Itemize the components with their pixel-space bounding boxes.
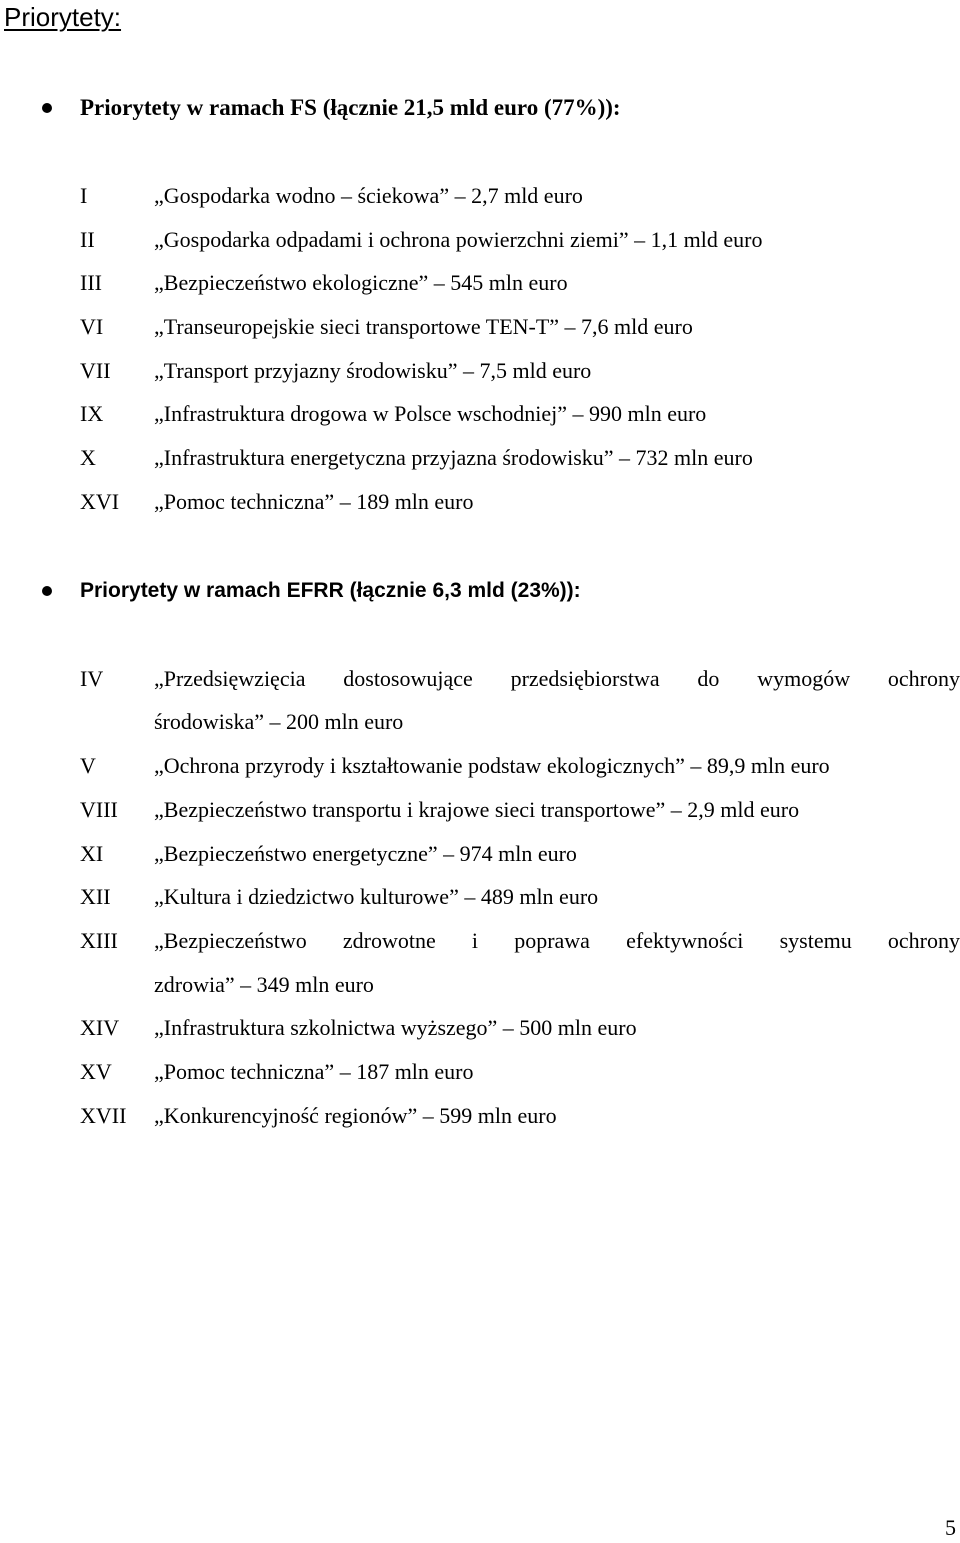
- bullet-icon: [42, 103, 52, 113]
- priority-text: „Konkurencyjność regionów” – 599 mln euro: [154, 1103, 557, 1128]
- priority-text: „Infrastruktura szkolnictwa wyższego” – 500 mln euro: [154, 1015, 637, 1040]
- priority-text: „Pomoc techniczna” – 189 mln euro: [154, 489, 474, 514]
- list-item: [80, 442, 960, 474]
- priority-text: „Ochrona przyrody i kształtowanie podstaw ekologicznych” – 89,9 mln euro: [154, 753, 830, 778]
- priority-text: „Przedsięwzięcia dostosowujące przedsiębiorstwa do wymogów ochrony: [154, 666, 960, 691]
- priority-number: XI: [80, 841, 104, 866]
- page-number: 5: [945, 1515, 956, 1540]
- section-heading-efrr: Priorytety w ramach EFRR (łącznie 6,3 mld (23%)):: [80, 579, 581, 602]
- bullet-icon: [42, 586, 52, 596]
- priority-number: X: [80, 445, 96, 470]
- list-item: [80, 311, 960, 343]
- priority-number: VIII: [80, 797, 118, 822]
- priority-number: XIII: [80, 928, 118, 953]
- list-item: [80, 794, 960, 826]
- list-item: [80, 224, 960, 256]
- priority-text: „Transeuropejskie sieci transportowe TEN-T” – 7,6 mld euro: [154, 314, 693, 339]
- priority-text: „Bezpieczeństwo ekologiczne” – 545 mln euro: [154, 270, 568, 295]
- list-item: [80, 881, 960, 913]
- priority-number: III: [80, 270, 102, 295]
- priority-text: „Bezpieczeństwo energetyczne” – 974 mln euro: [154, 841, 577, 866]
- list-item: [80, 750, 960, 782]
- priority-number: II: [80, 227, 95, 252]
- list-item: [80, 267, 960, 299]
- priority-text: „Bezpieczeństwo transportu i krajowe sieci transportowe” – 2,9 mld euro: [154, 797, 800, 822]
- list-item: [80, 486, 960, 518]
- priority-number: VII: [80, 358, 111, 383]
- priority-text: „Kultura i dziedzictwo kulturowe” – 489 mln euro: [154, 884, 599, 909]
- priority-number: IV: [80, 666, 104, 691]
- list-item: [80, 1056, 960, 1088]
- priority-number: IX: [80, 401, 104, 426]
- priority-text: „Transport przyjazny środowisku” – 7,5 mld euro: [154, 358, 592, 383]
- priority-text-continuation: zdrowia” – 349 mln euro: [154, 972, 374, 997]
- priority-number: VI: [80, 314, 104, 339]
- priority-number: XII: [80, 884, 111, 909]
- priority-text: „Gospodarka wodno – ściekowa” – 2,7 mld euro: [154, 183, 583, 208]
- priority-text: „Pomoc techniczna” – 187 mln euro: [154, 1059, 474, 1084]
- priority-text-continuation: środowiska” – 200 mln euro: [154, 709, 404, 734]
- priority-text: „Bezpieczeństwo zdrowotne i poprawa efektywności systemu ochrony: [154, 928, 960, 953]
- priority-number: XIV: [80, 1015, 120, 1040]
- page-title: Priorytety:: [4, 2, 122, 32]
- list-item: [80, 925, 960, 957]
- priority-text: „Infrastruktura drogowa w Polsce wschodniej” – 990 mln euro: [154, 401, 707, 426]
- list-item: [80, 838, 960, 870]
- priority-number: XVII: [80, 1103, 127, 1128]
- list-item: [80, 180, 960, 212]
- list-item: [80, 1012, 960, 1044]
- list-item: [80, 663, 960, 695]
- section-heading-fs: Priorytety w ramach FS (łącznie 21,5 mld euro (77%)):: [80, 95, 621, 120]
- priority-number: XVI: [80, 489, 120, 514]
- priority-number: I: [80, 183, 88, 208]
- list-item: [80, 1100, 960, 1132]
- list-item: [80, 355, 960, 387]
- priority-number: V: [80, 753, 96, 778]
- list-item: [80, 398, 960, 430]
- priority-number: XV: [80, 1059, 112, 1084]
- priority-text: „Infrastruktura energetyczna przyjazna środowisku” – 732 mln euro: [154, 445, 753, 470]
- priority-text: „Gospodarka odpadami i ochrona powierzchni ziemi” – 1,1 mld euro: [154, 227, 763, 252]
